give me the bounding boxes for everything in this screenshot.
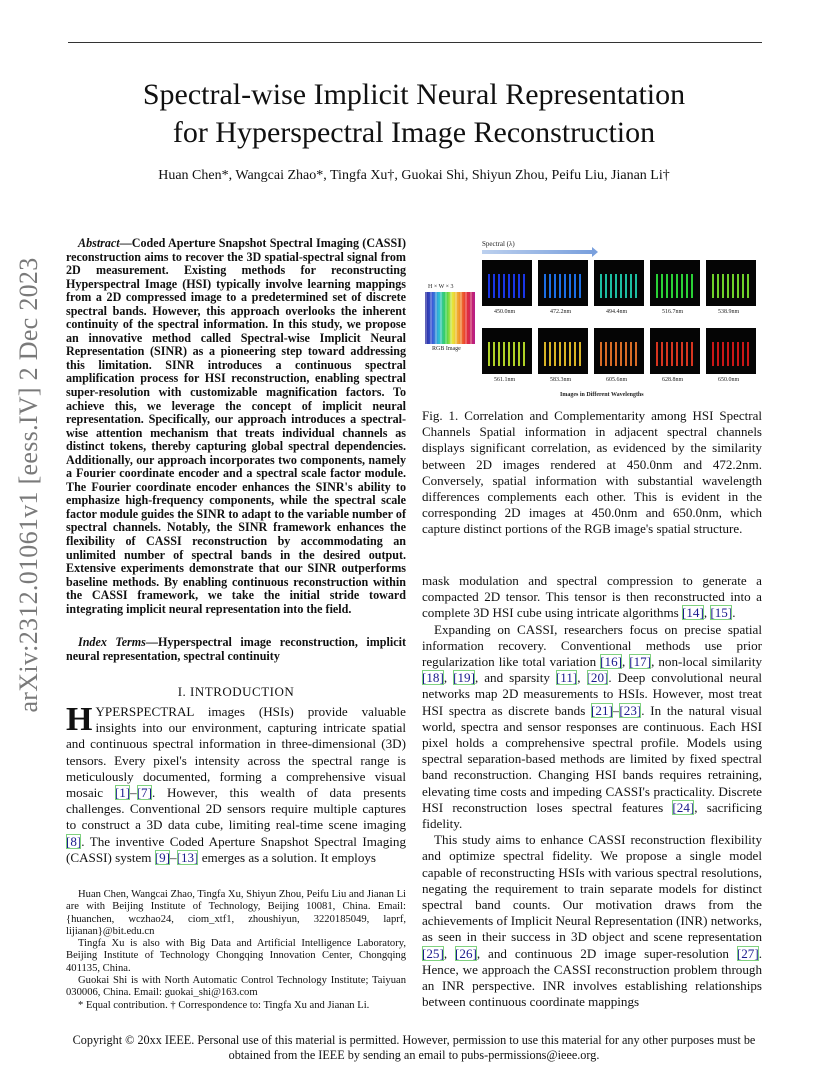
- footnote-contribution: * Equal contribution. † Correspondence to: Tingfa Xu and Jianan Li.: [78, 999, 370, 1011]
- intro-text: . The inventive Coded Aperture Snapshot Spectral Imaging (CASSI) system: [66, 833, 406, 865]
- abstract: [66, 237, 406, 616]
- body-text: , non-local similarity: [651, 654, 763, 670]
- citation-link[interactable]: [8]: [66, 833, 82, 849]
- citation-separator: ,: [621, 654, 630, 670]
- citation-link[interactable]: [1]: [114, 785, 131, 801]
- body-text: mask modulation and spectral compression to generate a compacted 2D tensor. This tensor is then reconstructed into a complete 3D HSI cube using intricate algorithms: [422, 573, 762, 621]
- intro-text: emerges as a solution. It employs: [198, 849, 377, 865]
- footnotes: [66, 889, 406, 1012]
- citation-separator: ,: [577, 670, 587, 686]
- wavelength-label: 605.6nm: [606, 377, 628, 383]
- wavelength-label: 628.8nm: [662, 377, 684, 383]
- wavelength-image-tile: [538, 328, 588, 374]
- body-text: . Hence, we approach the CASSI reconstruction problem through an INR perspective. INR involves establishing relationships between continuous coordinate mappings: [422, 945, 762, 1010]
- intro-text: . However, this wealth of data presents challenges. Conventional 2D sensors require multiple captures to construct a 3D data cube, limiting real-time scene imaging: [66, 785, 406, 833]
- index-terms: [66, 636, 406, 663]
- body-text: , and sparsity: [474, 670, 556, 686]
- rgb-image: [425, 292, 475, 344]
- body-text: . Deep convolutional neural networks map 2D measurements to HSIs. However, most treat HSI spectra as discrete bands: [422, 670, 763, 718]
- figure-caption: Fig. 1. Correlation and Complementarity among HSI Spectral Channels Spatial information in adjacent spectral channels displays significant correlation, as evidenced by the similarity between 2D images rendered at 450.0nm and 472.2nm. Conversely, spatial information with substantial wavelength differences complements each other. This is evident in the corresponding 2D images at 450.0nm and 650.0nm, which capture distinct portions of the RGB image's spatial structure.: [422, 408, 762, 537]
- citation-separator: –: [130, 785, 137, 801]
- citation-link[interactable]: [11]: [555, 670, 578, 686]
- citation-link[interactable]: [20]: [586, 670, 609, 686]
- citation-link[interactable]: [26]: [455, 945, 477, 961]
- citation-link[interactable]: [13]: [176, 849, 199, 865]
- wavelength-image-tile: [482, 260, 532, 306]
- citation-separator: ,: [703, 605, 711, 621]
- citation-link[interactable]: [25]: [422, 945, 444, 961]
- introduction-paragraph: [66, 701, 406, 866]
- spectral-axis-label: Spectral (λ): [482, 240, 515, 248]
- citation-link[interactable]: [27]: [736, 945, 759, 961]
- wavelength-axis-label: Images in Different Wavelengths: [560, 392, 644, 398]
- wavelength-label: 450.0nm: [494, 309, 516, 315]
- citation-link[interactable]: [24]: [672, 799, 695, 815]
- title-line-2: for Hyperspectral Image Reconstruction: [172, 116, 656, 149]
- arxiv-sidebar-stamp: arXiv:2312.01061v1 [eess.IV] 2 Dec 2023: [14, 257, 43, 713]
- wavelength-image-tile: [706, 260, 756, 306]
- wavelength-label: 650.0nm: [718, 377, 740, 383]
- wavelength-label: 538.9nm: [718, 309, 740, 315]
- citation-separator: –: [612, 702, 620, 718]
- footnote-affiliation-1: Huan Chen, Wangcai Zhao, Tingfa Xu, Shiyun Zhou, Peifu Liu and Jianan Li are with Beijing Institute of Technology, Beijing 10081, China. Email: {huanchen, wczhao24, ciom_xtf1, zhoushiyun, 3220185049, laprf, lijianan}@bit.edu.cn: [66, 889, 406, 937]
- citation-link[interactable]: [14]: [682, 605, 704, 621]
- body-text: Expanding on CASSI, researchers focus on precise spatial information recovery. Conventional methods use prior regularization like total variation: [422, 621, 762, 670]
- body-text: , sacrificing fidelity.: [422, 799, 762, 832]
- copyright-notice: Copyright © 20xx IEEE. Personal use of this material is permitted. However, permission to use this material for any other purposes must be obtained from the IEEE by sending an email to pubs-permissions@ieee.org.: [72, 1033, 756, 1062]
- paper-title: [60, 76, 768, 152]
- intro-text: YPERSPECTRAL images (HSIs) provide valuable insights into our environment, capturing intricate spatial and continuous spectral information in three-dimensional (3D) tensors. Every pixel's intensity across the spectral range is meticulously documented, forming a comprehensive visual mosaic: [66, 704, 406, 801]
- citation-link[interactable]: [23]: [619, 702, 642, 718]
- spectral-arrow-icon: [482, 250, 592, 254]
- header-rule: [68, 42, 762, 43]
- citation-link[interactable]: [18]: [422, 670, 444, 686]
- citation-link[interactable]: [16]: [600, 654, 622, 670]
- citation-link[interactable]: [19]: [453, 670, 475, 686]
- index-terms-body: —Hyperspectral image reconstruction, implicit neural representation, spectral continuity: [66, 635, 406, 663]
- wavelength-image-tile: [650, 260, 700, 306]
- wavelength-label: 494.4nm: [606, 309, 628, 315]
- citation-link[interactable]: [15]: [710, 605, 733, 621]
- figure-1: [422, 236, 762, 402]
- body-text: . In the natural visual world, spectra and sensor responses are continuous. Each HSI pixel holds a comprehensive spectral profile. Models using spectral separation-based methods are limited by fixed spectral band reconstruction. Changing HSI bands requires retraining, elevating time costs and impeding CASSI's practicality. Discrete HSI reconstruction loses spectral features: [422, 702, 762, 815]
- citation-separator: ,: [443, 945, 456, 961]
- citation-separator: –: [170, 849, 177, 865]
- wavelength-image-tile: [650, 328, 700, 374]
- wavelength-label: 561.1nm: [494, 377, 516, 383]
- footnote-affiliation-2: Tingfa Xu is also with Big Data and Artificial Intelligence Laboratory, Beijing Institute of Technology Chongqing Innovation Center, Chongqing 401135, China.: [66, 938, 406, 974]
- index-terms-label: Index Terms: [78, 635, 146, 649]
- body-text: This study aims to enhance CASSI reconstruction flexibility and optimize spectral fidelity. We propose a single model capable of reconstructing HSIs with various spectral resolutions, negating the requirement to train separate models for distinct spectral band counts. Our motivation draws from the achievements of Implicit Neural Representation (INR) networks, as seen in their success in 3D object and scene representation: [422, 832, 762, 945]
- body-text: .: [732, 605, 736, 621]
- footnote-affiliation-3: Guokai Shi is with North Automatic Control Technology Institute; Taiyuan 030006, China. Email: guokai_shi@163.com: [66, 975, 406, 999]
- body-text: , and continuous 2D image super-resolution: [476, 945, 737, 961]
- citation-link[interactable]: [9]: [154, 849, 171, 865]
- abstract-body: —Coded Aperture Snapshot Spectral Imaging (CASSI) reconstruction aims to recover the 3D spatial-spectral signal from 2D measurement. Existing methods for reconstructing Hyperspectral Image (HSI) typically involve learning mappings from a 2D compressed image to a predetermined set of discrete spectral bands. However, this approach overlooks the inherent continuity of the spectral information. In this study, we propose an innovative method called Spectral-wise Implicit Neural Representation (SINR) as a pioneering step toward addressing this limitation. SINR introduces a continuous spectral amplification process for HSI reconstruction, enabling spectral super-resolution with customizable magnification factors. To achieve this, we leverage the concept of implicit neural representation. Specifically, our approach introduces a spectral-wise attention mechanism that treats individual channels as distinct tokens, thereby capturing global spectral dependencies. Additionally, our approach incorporates two components, namely a Fourier coordinate encoder and a spectral scale factor module. The Fourier coordinate encoder enhances the SINR's ability to emphasize high-frequency components, while the spectral scale factor module guides the SINR to adapt to the variable number of spectral channels. Notably, the SINR framework enhances the flexibility of CASSI reconstruction by accommodating an unlimited number of spectral bands in the desired output. Extensive experiments demonstrate that our SINR outperforms baseline methods. By enabling continuous reconstruction within the CASSI framework, we take the initial stride toward integrating implicit neural representation into the field.: [66, 236, 406, 616]
- citation-link[interactable]: [7]: [136, 785, 152, 801]
- rgb-dimension-label: H × W × 3: [428, 284, 454, 290]
- wavelength-image-tile: [594, 260, 644, 306]
- wavelength-image-tile: [594, 328, 644, 374]
- wavelength-label: 516.7nm: [662, 309, 684, 315]
- right-column-text: [422, 573, 762, 1010]
- wavelength-image-tile: [538, 260, 588, 306]
- section-heading-introduction: I. INTRODUCTION: [177, 684, 295, 699]
- citation-link[interactable]: [17]: [629, 654, 652, 670]
- abstract-label: Abstract: [78, 236, 120, 250]
- wavelength-label: 472.2nm: [550, 309, 572, 315]
- title-line-1: Spectral-wise Implicit Neural Representation: [142, 78, 686, 111]
- wavelength-image-tile: [706, 328, 756, 374]
- author-list: Huan Chen*, Wangcai Zhao*, Tingfa Xu†, Guokai Shi, Shiyun Zhou, Peifu Liu, Jianan Li†: [158, 168, 670, 183]
- drop-cap: H: [66, 701, 93, 738]
- rgb-image-label: RGB Image: [432, 346, 461, 352]
- wavelength-label: 583.3nm: [550, 377, 572, 383]
- citation-link[interactable]: [21]: [591, 702, 613, 718]
- wavelength-image-tile: [482, 328, 532, 374]
- citation-separator: ,: [443, 670, 454, 686]
